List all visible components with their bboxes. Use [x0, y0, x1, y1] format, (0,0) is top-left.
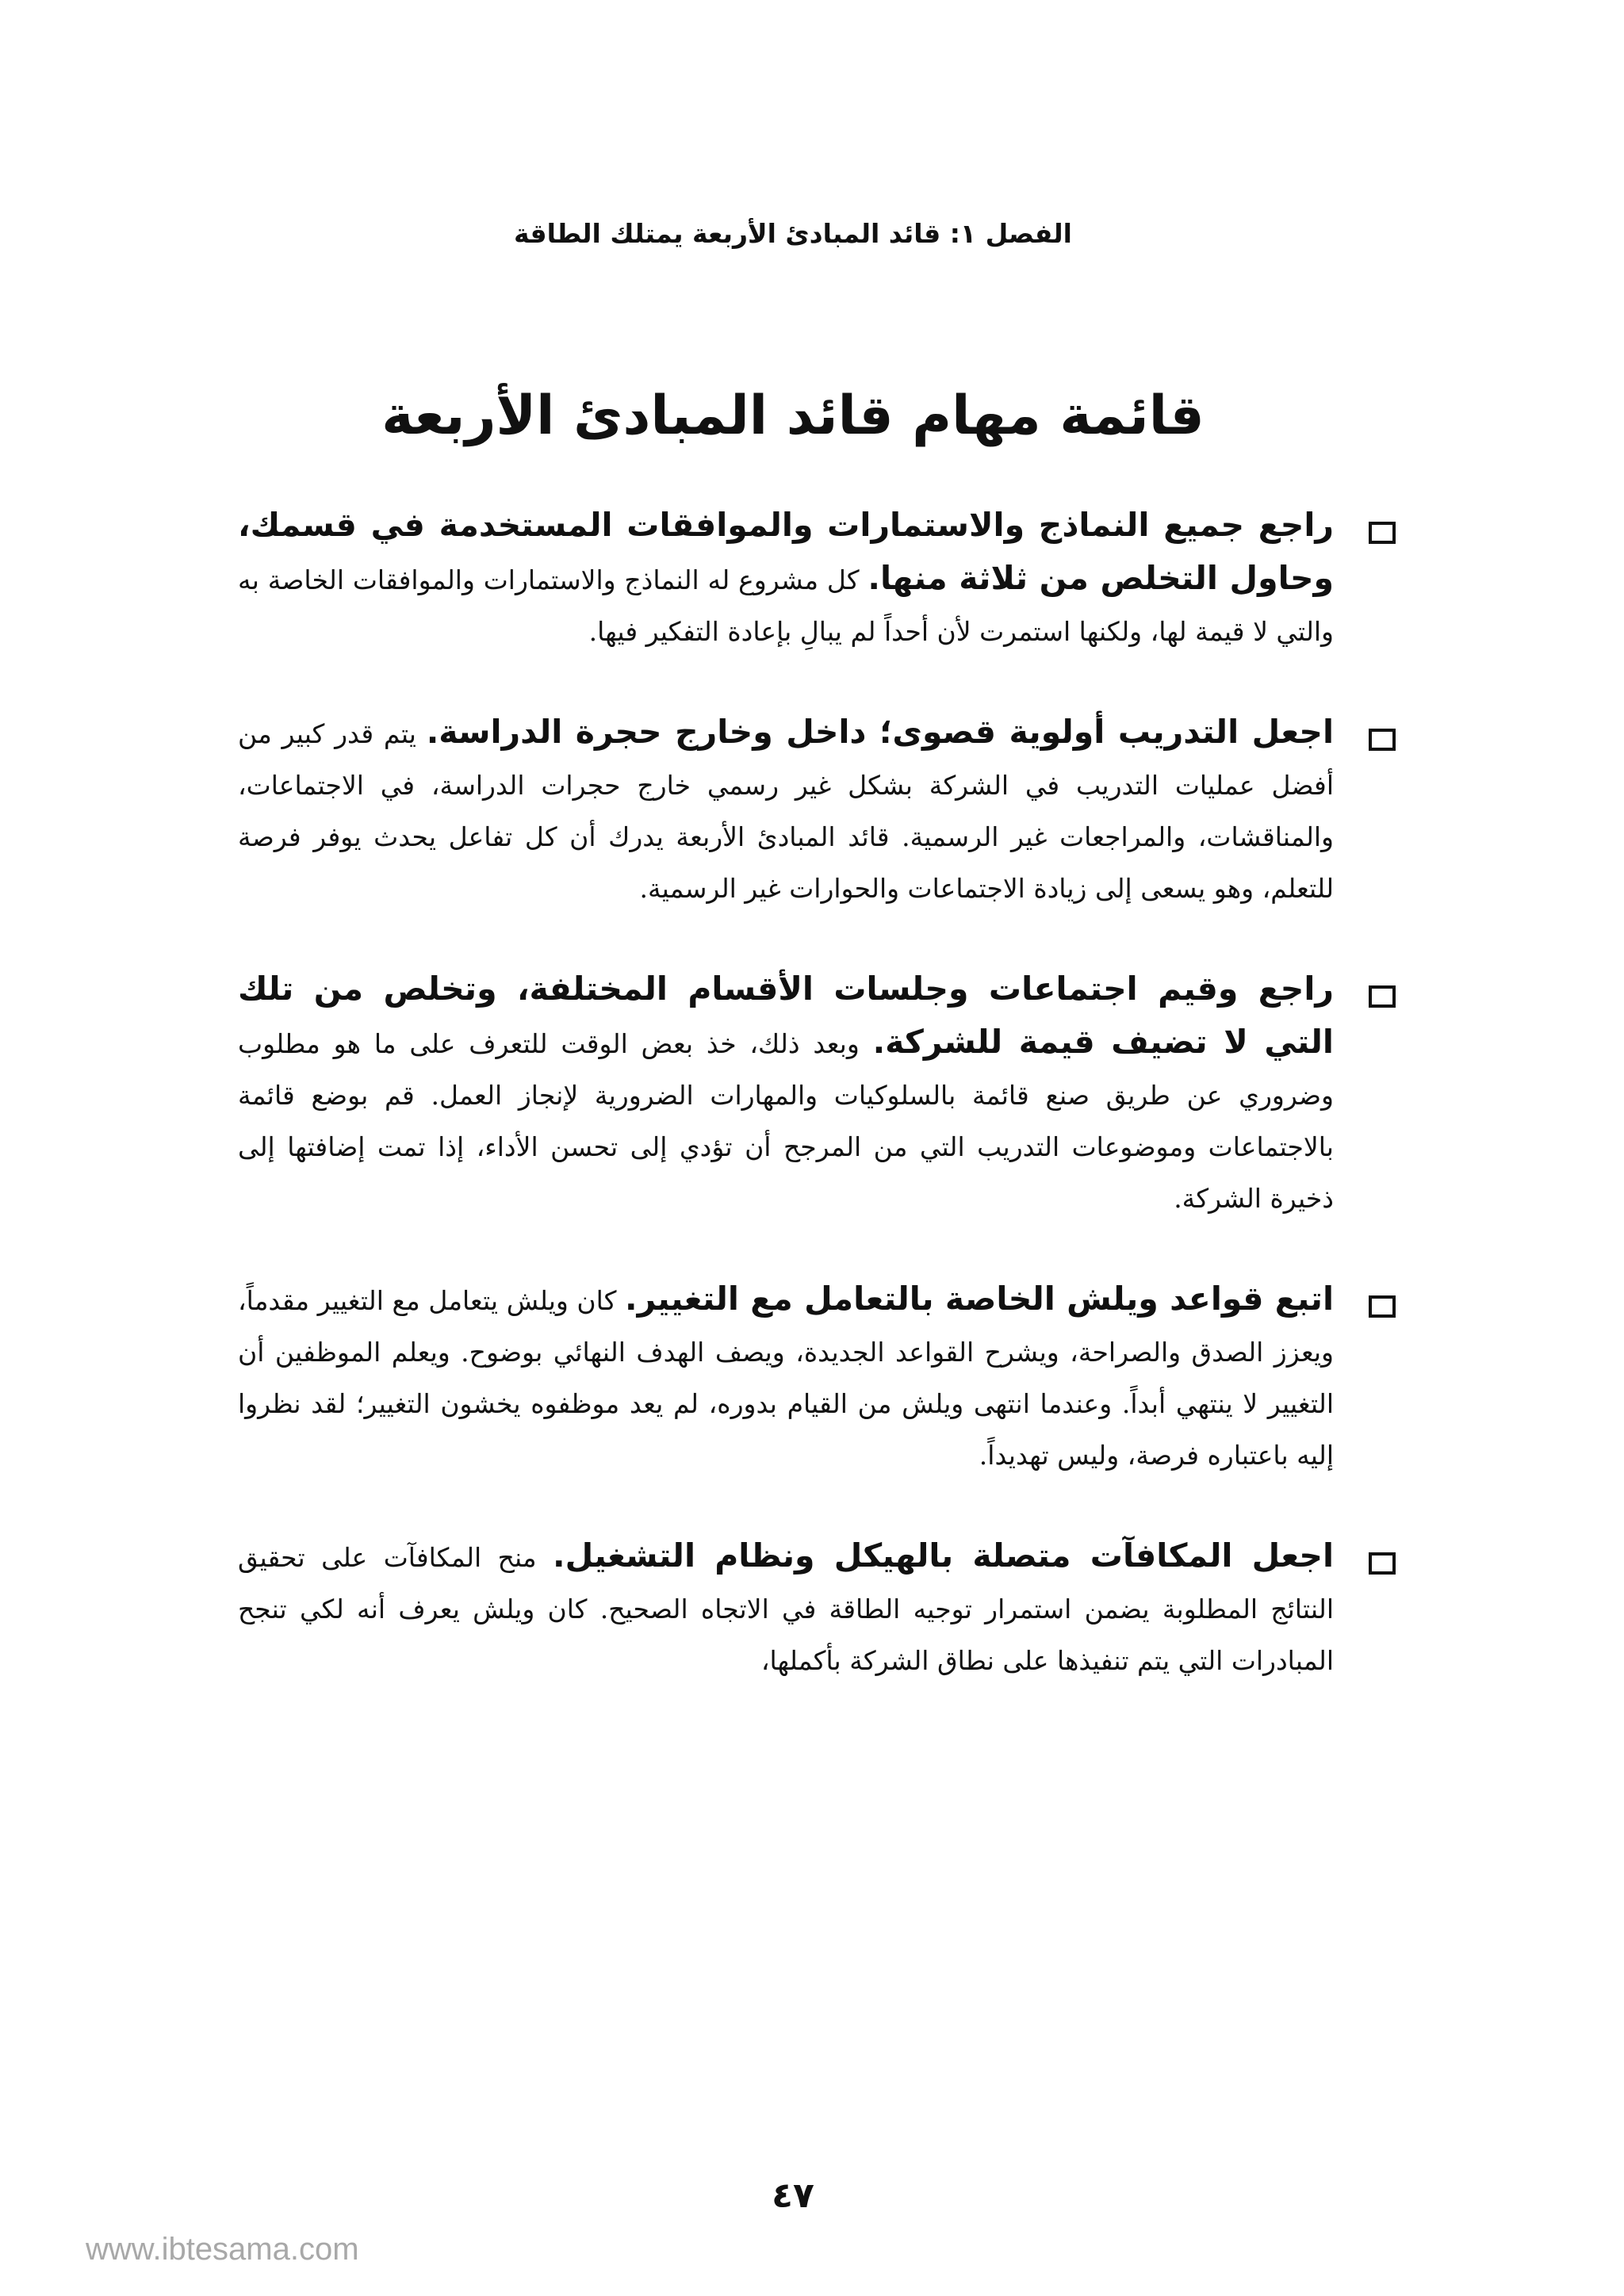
checklist-item	[238, 1273, 1396, 1481]
checklist-item-heading: اتبع قواعد ويلش الخاصة بالتعامل مع التغيير.	[625, 1280, 1334, 1318]
checklist-item-body: منح المكافآت على تحقيق النتائج المطلوبة يضمن استمرار توجيه الطاقة في الاتجاه الصحيح. كان ويلش يعرف أنه لكي تنجح المبادرات التي يتم تنفيذها على نطاق الشركة بأكملها،	[238, 1542, 1334, 1676]
page-title: قائمة مهام قائد المبادئ الأربعة	[381, 385, 1205, 447]
checkbox-icon	[1369, 522, 1396, 544]
checkbox-icon	[1369, 1295, 1396, 1318]
checkbox-icon	[1369, 729, 1396, 751]
checklist-item-text	[238, 706, 1334, 914]
checklist-item-heading: اجعل المكافآت متصلة بالهيكل ونظام التشغيل.	[553, 1536, 1335, 1575]
checklist	[238, 499, 1396, 1735]
checklist-item-heading: راجع وقيم اجتماعات وجلسات الأقسام المختلفة، وتخلص من تلك التي لا تضيف قيمة للشركة.	[238, 970, 1334, 1061]
checklist-item-body: يتم قدر كبير من أفضل عمليات التدريب في الشركة بشكل غير رسمي خارج حجرات الدراسة، في الاجتماعات، والمناقشات، والمراجعات غير الرسمية. قائد المبادئ الأربعة يدرك أن كل تفاعل يحدث يوفر فرصة للتعلم، وهو يسعى إلى زيادة الاجتماعات والحوارات غير الرسمية.	[238, 718, 1334, 904]
checklist-item	[238, 499, 1396, 657]
checkbox-icon	[1369, 1552, 1396, 1575]
checklist-item-body: كل مشروع له النماذج والاستمارات والموافقات الخاصة به والتي لا قيمة لها، ولكنها استمرت لأن أحداً لم يبالِ بإعادة التفكير فيها.	[238, 564, 1334, 647]
checkbox-icon	[1369, 985, 1396, 1008]
checklist-item-text	[238, 1530, 1334, 1686]
checklist-item	[238, 1530, 1396, 1686]
checklist-item-text	[238, 963, 1334, 1224]
page-number: ٤٧	[772, 2175, 814, 2216]
checklist-item-body: كان ويلش يتعامل مع التغيير مقدماً، ويعزز الصدق والصراحة، ويشرح القواعد الجديدة، ويصف الهدف النهائي بوضوح. ويعلم الموظفين أن التغيير لا ينتهي أبداً. وعندما انتهى ويلش من القيام بدوره، لم يعد موظفوه يخشون التغيير؛ لقد نظروا إليه باعتباره فرصة، وليس تهديداً.	[238, 1285, 1334, 1471]
checklist-item	[238, 706, 1396, 914]
checklist-item	[238, 963, 1396, 1224]
checklist-item-heading: اجعل التدريب أولوية قصوى؛ داخل وخارج حجرة الدراسة.	[426, 713, 1334, 751]
running-header: الفصل ١: قائد المبادئ الأربعة يمتلك الطاقة	[514, 218, 1072, 249]
checklist-item-body: وبعد ذلك، خذ بعض الوقت للتعرف على ما هو مطلوب وضروري عن طريق صنع قائمة بالسلوكيات والمهارات الضرورية لإنجاز العمل. قم بوضع قائمة بالاجتماعات وموضوعات التدريب التي من المرجح أن تؤدي إلى تحسن الأداء، إذا تمت إضافتها إلى ذخيرة الشركة.	[238, 1028, 1334, 1214]
checklist-item-heading: راجع جميع النماذج والاستمارات والموافقات المستخدمة في قسمك، وحاول التخلص من ثلاثة منها.	[238, 506, 1334, 597]
watermark-text: www.ibtesama.com	[86, 2232, 359, 2267]
checklist-item-text	[238, 499, 1334, 657]
checklist-item-text	[238, 1273, 1334, 1481]
